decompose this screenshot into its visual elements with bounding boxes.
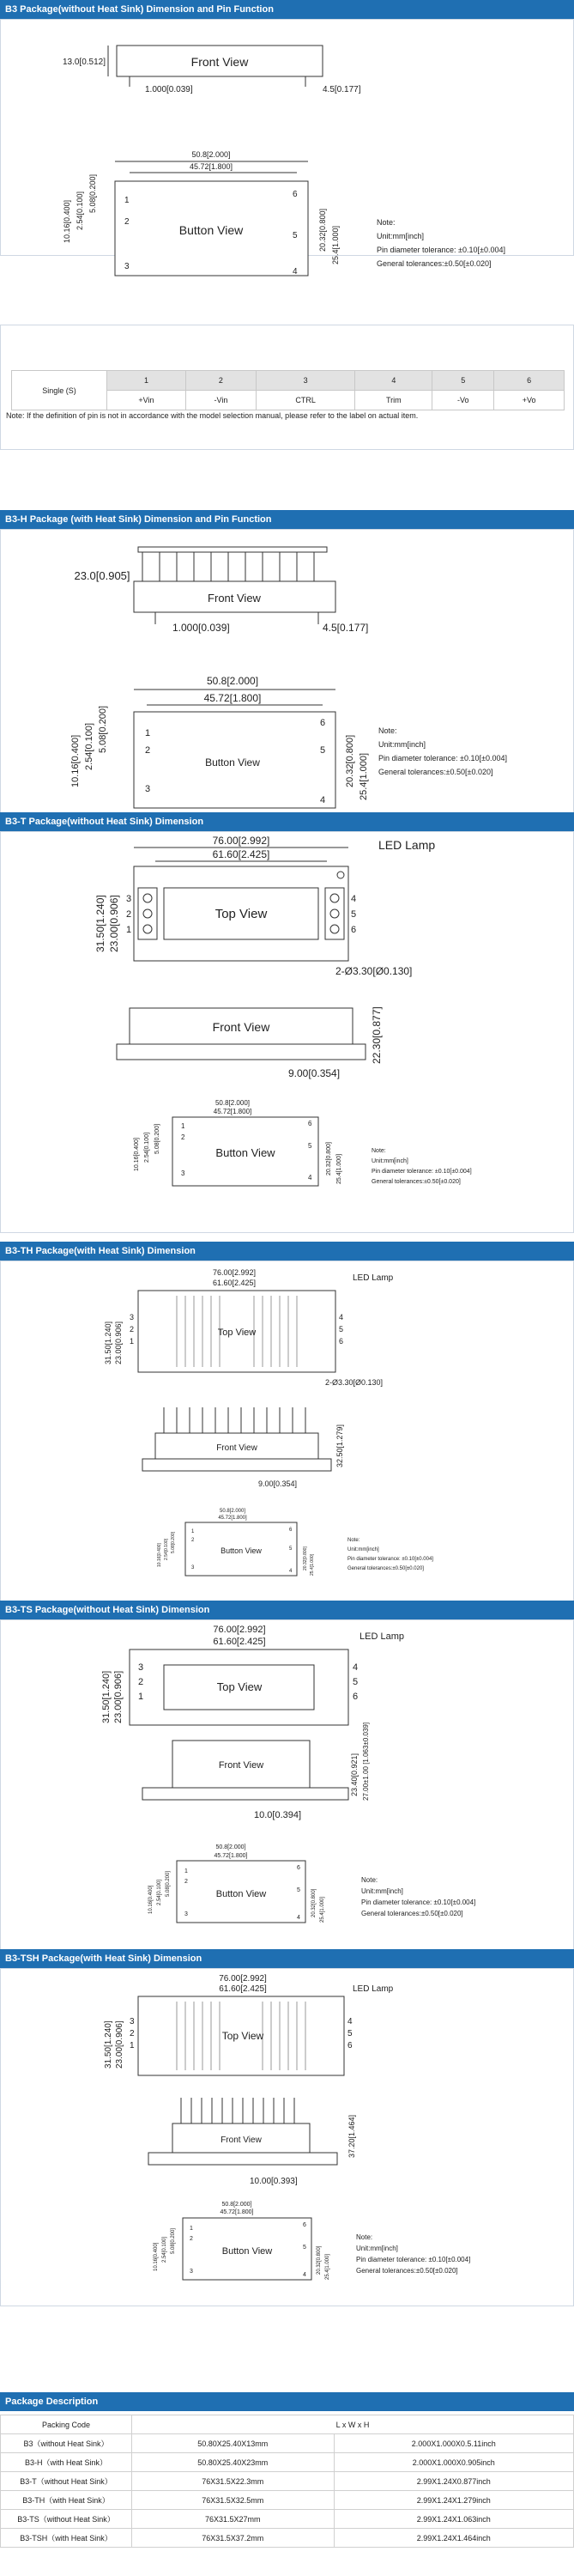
led-lamp-label: LED Lamp <box>353 1984 394 1994</box>
package-header-dims: L x W x H <box>132 2415 574 2434</box>
table-row <box>1 2529 574 2548</box>
dim-4572: 45.72[1.800] <box>220 2209 254 2215</box>
note-unit: Unit:mm[inch] <box>372 1158 408 1164</box>
button-view-label: Button View <box>215 1889 267 1899</box>
package-code-cell: B3-T（without Heat Sink） <box>1 2472 132 2491</box>
dim-2300: 23.00[0.906] <box>113 1670 124 1723</box>
package-inch-cell: 2.000X1.000X0.5.11inch <box>334 2434 573 2453</box>
note-pin-tolerance: Pin diameter tolerance: ±0.10[±0.004] <box>356 2256 471 2263</box>
pin-number: 3 <box>190 2269 193 2275</box>
dim-3150: 31.50[1.240] <box>101 1670 112 1723</box>
dim-254: 2.54[0.100] <box>144 1132 150 1163</box>
pin-number: 4 <box>303 2272 306 2278</box>
pin-number: 1 <box>130 1337 135 1346</box>
note-pin-tolerance: Pin diameter tolerance: ±0.10[±0.004] <box>378 754 507 762</box>
dim-1016: 10.16[0.400] <box>134 1138 140 1171</box>
package-mm-cell: 76X31.5X22.3mm <box>132 2472 335 2491</box>
pin-number: 2 <box>124 217 130 227</box>
dim-1000: 1.000[0.039] <box>172 622 230 634</box>
dim-2032: 20.32[0.800] <box>345 734 355 787</box>
button-view-label: Button View <box>178 223 244 237</box>
pin-number-cell: 2 <box>185 371 256 391</box>
pin-number: 3 <box>130 2017 135 2026</box>
terminal-screw <box>143 925 152 933</box>
front-view-label: Front View <box>212 1020 270 1034</box>
section-title: Package Description <box>5 2397 99 2407</box>
pin-number: 4 <box>320 795 326 805</box>
dim-254: 2.54[0.100] <box>84 722 94 770</box>
dim-254: 2.54[0.100] <box>164 1538 169 1560</box>
notes <box>377 216 505 270</box>
pin-number: 5 <box>320 745 326 756</box>
pin-number: 2 <box>191 1538 195 1543</box>
top-view-label: Top View <box>217 1327 257 1338</box>
dim-508b: 5.08[0.200] <box>171 1531 176 1553</box>
pin-number: 6 <box>320 718 326 728</box>
section-title: B3-TS Package(without Heat Sink) Dimension <box>5 1605 210 1615</box>
dim-900: 9.00[0.354] <box>288 1067 341 1079</box>
b3ts-drawing-panel <box>0 1619 574 1954</box>
dim-508: 50.8[2.000] <box>215 1844 246 1850</box>
pin-number: 5 <box>297 1887 300 1893</box>
pin-number: 3 <box>138 1662 144 1673</box>
dim-7600: 76.00[2.992] <box>213 1625 266 1635</box>
led-lamp-label: LED Lamp <box>360 1631 404 1642</box>
pin-number: 2 <box>126 909 132 920</box>
button-view-label: Button View <box>205 756 260 769</box>
dim-3150: 31.50[1.240] <box>94 895 106 952</box>
pin-number: 3 <box>191 1565 195 1571</box>
note-general-tolerance: General tolerances:±0.50[±0.020] <box>347 1566 424 1571</box>
dim-3720: 37.20[1.464] <box>347 2114 356 2158</box>
dim-900: 9.00[0.354] <box>258 1479 298 1488</box>
pin-number-cell: 5 <box>432 371 494 391</box>
dim-4572: 45.72[1.800] <box>189 162 233 171</box>
dim-3250: 32.50[1.279] <box>335 1424 344 1467</box>
package-header-code: Packing Code <box>1 2415 132 2434</box>
dim-6160: 61.60[2.425] <box>212 848 270 860</box>
table-row <box>1 2434 574 2453</box>
b3ts-drawing <box>1 1620 574 1955</box>
heat-sink-fins <box>138 547 327 581</box>
package-code-cell: B3-TSH（with Heat Sink） <box>1 2529 132 2548</box>
section-header-b3tsh <box>0 1949 574 1968</box>
dim-1016: 10.16[0.400] <box>63 199 71 243</box>
package-inch-cell: 2.99X1.24X1.063inch <box>334 2510 573 2529</box>
pin-number: 5 <box>289 1546 293 1552</box>
pin-number: 2 <box>184 1879 188 1885</box>
pin-number: 3 <box>130 1313 135 1321</box>
pin-number: 2 <box>130 1325 135 1334</box>
terminal-screw <box>143 894 152 902</box>
note-pin-tolerance: Pin diameter tolerance: ±0.10[±0.004] <box>347 1557 433 1562</box>
notes <box>356 2232 470 2276</box>
package-code-cell: B3（without Heat Sink） <box>1 2434 132 2453</box>
pin-number: 5 <box>339 1325 344 1334</box>
dim-1016: 10.16[0.400] <box>148 1885 154 1914</box>
dim-254b: 25.4[1.000] <box>336 1153 342 1184</box>
dim-508b: 5.08[0.200] <box>171 2227 176 2254</box>
package-code-cell: B3-TH（with Heat Sink） <box>1 2491 132 2510</box>
b3t-drawing <box>1 832 574 1234</box>
pin-number-cell: 3 <box>256 371 354 391</box>
pin-function-cell: +Vo <box>494 391 565 410</box>
package-mm-cell: 50.80X25.40X23mm <box>132 2453 335 2472</box>
section-header-b3ts <box>0 1601 574 1619</box>
dim-2340: 23.40[0.921] <box>350 1753 359 1796</box>
pin-number: 4 <box>351 894 357 904</box>
section-header-b3t <box>0 812 574 831</box>
table-row <box>1 2491 574 2510</box>
b3t-drawing-panel <box>0 831 574 1233</box>
pin-number: 1 <box>126 925 132 935</box>
pin-number: 1 <box>138 1692 144 1702</box>
dim-254: 2.54[0.100] <box>157 1879 162 1905</box>
package-mm-cell: 76X31.5X32.5mm <box>132 2491 335 2510</box>
dim-7600: 76.00[2.992] <box>219 1974 267 1984</box>
dim-2032: 20.32[0.800] <box>317 2245 322 2275</box>
pin-number: 4 <box>339 1313 344 1321</box>
dim-508b: 5.08[0.200] <box>154 1123 160 1154</box>
pin-number: 6 <box>347 2041 353 2050</box>
pin-function-cell: Trim <box>355 391 432 410</box>
button-view-label: Button View <box>215 1146 275 1159</box>
pin-number-cell: 6 <box>494 371 565 391</box>
note-general-tolerance: General tolerances:±0.50[±0.020] <box>356 2267 458 2275</box>
led-lamp <box>337 872 344 878</box>
pin-function-cell: +Vin <box>107 391 186 410</box>
note-unit: Unit:mm[inch] <box>347 1547 379 1552</box>
note-general-tolerance: General tolerances:±0.50[±0.020] <box>377 259 492 268</box>
dim-4572: 45.72[1.800] <box>218 1516 247 1521</box>
pin-number: 4 <box>297 1915 300 1921</box>
pin-number: 6 <box>339 1337 344 1346</box>
pin-number-cell: 1 <box>107 371 186 391</box>
dim-254b: 25.4[1.000] <box>331 225 340 264</box>
terminal-screw <box>143 909 152 918</box>
section-header-b3 <box>0 0 574 19</box>
notes <box>347 1536 433 1574</box>
pin-number: 4 <box>293 267 298 276</box>
pin-number: 4 <box>347 2017 353 2026</box>
section-header-b3h <box>0 510 574 529</box>
dim-2300: 23.00[0.906] <box>115 2020 124 2069</box>
dim-1016: 10.16[0.400] <box>154 2242 159 2271</box>
dim-508b: 5.08[0.200] <box>88 173 97 213</box>
heat-sink-fins <box>164 1407 305 1433</box>
pin-number: 2 <box>181 1133 185 1141</box>
pin-number: 6 <box>303 2222 306 2228</box>
dim-2032: 20.32[0.800] <box>311 1888 317 1917</box>
dim-6160: 61.60[2.425] <box>213 1637 266 1647</box>
b3h-drawing-panel <box>0 529 574 816</box>
table-row <box>1 2472 574 2491</box>
pin-number: 3 <box>145 784 151 794</box>
section-title: B3-TSH Package(with Heat Sink) Dimension <box>5 1953 202 1964</box>
note-general-tolerance: General tolerances:±0.50[±0.020] <box>372 1179 461 1185</box>
package-inch-cell: 2.99X1.24X1.464inch <box>334 2529 573 2548</box>
pin-number: 6 <box>351 925 357 935</box>
front-view-label: Front View <box>208 592 261 605</box>
table-row <box>1 2510 574 2529</box>
package-mm-cell: 76X31.5X37.2mm <box>132 2529 335 2548</box>
dim-330: 2-Ø3.30[Ø0.130] <box>335 965 413 977</box>
front-view-base <box>142 1459 331 1471</box>
dim-2032: 20.32[0.800] <box>326 1142 332 1176</box>
package-inch-cell: 2.99X1.24X1.279inch <box>334 2491 573 2510</box>
front-view-base <box>142 1788 348 1800</box>
section-title: B3-TH Package(with Heat Sink) Dimension <box>5 1246 196 1256</box>
button-view-label: Button View <box>221 2246 273 2257</box>
b3th-drawing-panel <box>0 1261 574 1602</box>
dim-6160: 61.60[2.425] <box>219 1984 267 1994</box>
dim-4572: 45.72[1.800] <box>213 1108 252 1115</box>
package-code-cell: B3-H（with Heat Sink） <box>1 2453 132 2472</box>
dim-508: 50.8[2.000] <box>206 675 259 687</box>
dim-4572: 45.72[1.800] <box>214 1853 248 1859</box>
pin-number: 6 <box>297 1865 300 1871</box>
dim-45: 4.5[0.177] <box>323 622 369 634</box>
terminal-screw <box>330 894 339 902</box>
pin-number: 6 <box>293 190 298 199</box>
dim-1000: 1.000[0.039] <box>145 85 193 94</box>
pin-number: 1 <box>181 1122 185 1130</box>
dim-2300: 23.00[0.906] <box>114 1321 123 1364</box>
note-label: Note: <box>377 218 396 227</box>
dim-1000b: 10.0[0.394] <box>254 1810 302 1820</box>
led-lamp-label: LED Lamp <box>353 1273 394 1283</box>
front-view-label: Front View <box>216 1443 257 1453</box>
pin-number: 4 <box>353 1662 359 1673</box>
pin-number: 3 <box>181 1170 185 1177</box>
note-general-tolerance: General tolerances:±0.50[±0.020] <box>361 1910 463 1917</box>
front-view-label: Front View <box>190 55 249 69</box>
b3th-drawing <box>1 1261 574 1603</box>
front-view-base <box>148 2153 337 2165</box>
pin-number: 1 <box>184 1868 188 1874</box>
package-code-cell: B3-TS（without Heat Sink） <box>1 2510 132 2529</box>
package-inch-cell: 2.99X1.24X0.877inch <box>334 2472 573 2491</box>
button-view-label: Button View <box>221 1546 262 1555</box>
notes <box>378 724 507 779</box>
dim-7600: 76.00[2.992] <box>212 1268 257 1277</box>
pin-number: 6 <box>289 1528 293 1533</box>
pin-function-cell: -Vin <box>185 391 256 410</box>
pin-number: 5 <box>303 2245 306 2251</box>
terminal-screw <box>330 925 339 933</box>
table-row <box>1 2453 574 2472</box>
pin-number: 5 <box>353 1677 359 1687</box>
dim-2032: 20.32[0.800] <box>318 208 327 252</box>
dim-508b: 5.08[0.200] <box>98 705 108 753</box>
note-unit: Unit:mm[inch] <box>377 232 425 240</box>
pin-function-table <box>11 370 565 410</box>
note-pin-tolerance: Pin diameter tolerance: ±0.10[±0.004] <box>377 246 505 254</box>
pin-number: 2 <box>190 2236 193 2242</box>
dim-254b: 25.4[1.000] <box>320 1896 325 1923</box>
dim-2300: 23.00[0.906] <box>108 895 120 952</box>
package-table-panel <box>0 2411 574 2576</box>
dim-508: 50.8[2.000] <box>221 2202 252 2208</box>
dim-6160: 61.60[2.425] <box>212 1279 257 1287</box>
top-view-label: Top View <box>216 1680 263 1693</box>
front-view-base <box>117 1044 366 1060</box>
b3tsh-drawing-panel <box>0 1968 574 2306</box>
pin-number: 3 <box>126 894 132 904</box>
pin-function-panel <box>0 325 574 450</box>
front-view-label: Front View <box>221 2136 262 2145</box>
dim-254: 2.54[0.100] <box>162 2236 167 2263</box>
pin-number: 1 <box>130 2041 135 2050</box>
dim-4572: 45.72[1.800] <box>203 692 262 704</box>
pin-number-cell: 4 <box>355 371 432 391</box>
package-mm-cell: 76X31.5X27mm <box>132 2510 335 2529</box>
pin-number: 3 <box>124 262 130 271</box>
note-general-tolerance: General tolerances:±0.50[±0.020] <box>378 768 493 776</box>
front-view-label: Front View <box>218 1760 264 1771</box>
dim-508b: 5.08[0.200] <box>166 1870 171 1897</box>
dim-254b: 25.4[1.000] <box>310 1553 315 1576</box>
section-header-package-description <box>0 2392 574 2411</box>
pin-number: 1 <box>145 728 151 738</box>
notes <box>372 1146 472 1188</box>
pin-row-label: Single (S) <box>12 371 107 410</box>
pin-function-cell: CTRL <box>256 391 354 410</box>
dim-254b: 25.4[1.000] <box>359 752 369 800</box>
dim-330: 2-Ø3.30[Ø0.130] <box>325 1378 384 1387</box>
pin-number: 5 <box>347 2029 353 2038</box>
dim-508: 50.8[2.000] <box>219 1509 246 1514</box>
package-mm-cell: 50.80X25.40X13mm <box>132 2434 335 2453</box>
dim-508: 50.8[2.000] <box>214 1099 251 1107</box>
top-view-label: Top View <box>221 2030 264 2042</box>
note-label: Note: <box>372 1148 386 1154</box>
pin-number: 4 <box>289 1569 293 1574</box>
pin-number: 6 <box>353 1692 359 1702</box>
section-title: B3-H Package (with Heat Sink) Dimension and Pin Function <box>5 514 272 525</box>
package-table <box>0 2415 574 2548</box>
note-label: Note: <box>361 1876 378 1884</box>
terminal-screw <box>330 909 339 918</box>
note-unit: Unit:mm[inch] <box>378 740 426 749</box>
dim-2032: 20.32[0.800] <box>303 1546 308 1571</box>
pin-number: 2 <box>130 2029 135 2038</box>
dim-254: 2.54[0.100] <box>76 191 84 230</box>
note-label: Note: <box>356 2233 373 2241</box>
pin-number: 2 <box>145 745 151 756</box>
section-header-b3th <box>0 1242 574 1261</box>
pin-number: 5 <box>308 1142 312 1150</box>
note-pin-tolerance: Pin diameter tolerance: ±0.10[±0.004] <box>372 1169 472 1175</box>
b3-drawing-panel <box>0 19 574 276</box>
pin-table-note: Note: If the definition of pin is not in accordance with the model selection manual, please refer to the label on actual item. <box>6 411 419 420</box>
led-lamp-label: LED Lamp <box>378 838 436 852</box>
note-pin-tolerance: Pin diameter tolerance: ±0.10[±0.004] <box>361 1899 476 1906</box>
pin-number: 1 <box>124 196 130 205</box>
dim-1016: 10.16[0.400] <box>70 734 81 787</box>
dim-254b: 25.4[1.000] <box>325 2253 330 2280</box>
dim-3150: 31.50[1.240] <box>104 1321 112 1364</box>
dim-23: 23.0[0.905] <box>74 569 130 582</box>
pin-number: 3 <box>184 1911 188 1917</box>
dim-1016: 10.16[0.400] <box>157 1543 162 1567</box>
pin-number: 2 <box>138 1677 144 1687</box>
note-unit: Unit:mm[inch] <box>361 1887 403 1895</box>
pin-number: 4 <box>308 1174 312 1182</box>
pin-number: 6 <box>308 1120 312 1127</box>
pin-function-cell: -Vo <box>432 391 494 410</box>
section-title: B3-T Package(without Heat Sink) Dimension <box>5 817 204 827</box>
note-label: Note: <box>378 726 397 735</box>
b3tsh-drawing <box>1 1969 574 2307</box>
dim-7600: 76.00[2.992] <box>212 835 270 847</box>
dim-45: 4.5[0.177] <box>323 85 361 94</box>
notes <box>361 1874 475 1919</box>
pin-number: 1 <box>190 2226 193 2232</box>
dim-3150: 31.50[1.240] <box>104 2020 113 2069</box>
note-label: Note: <box>347 1538 360 1543</box>
dim-508: 50.8[2.000] <box>191 150 231 159</box>
heat-sink-fins <box>181 2098 294 2123</box>
note-unit: Unit:mm[inch] <box>356 2245 398 2252</box>
top-view-label: Top View <box>214 907 268 921</box>
pin-number: 5 <box>293 231 298 240</box>
dim-2700: 27.00±1.00 [1.063±0.039] <box>362 1722 370 1801</box>
pin-number: 5 <box>351 909 357 920</box>
dim-1000c: 10.00[0.393] <box>250 2177 298 2186</box>
package-inch-cell: 2.000X1.000X0.905inch <box>334 2453 573 2472</box>
dim-2230: 22.30[0.877] <box>371 1006 383 1064</box>
dim-13: 13.0[0.512] <box>62 58 106 67</box>
pin-number: 1 <box>191 1529 195 1534</box>
section-title: B3 Package(without Heat Sink) Dimension and Pin Function <box>5 4 274 15</box>
